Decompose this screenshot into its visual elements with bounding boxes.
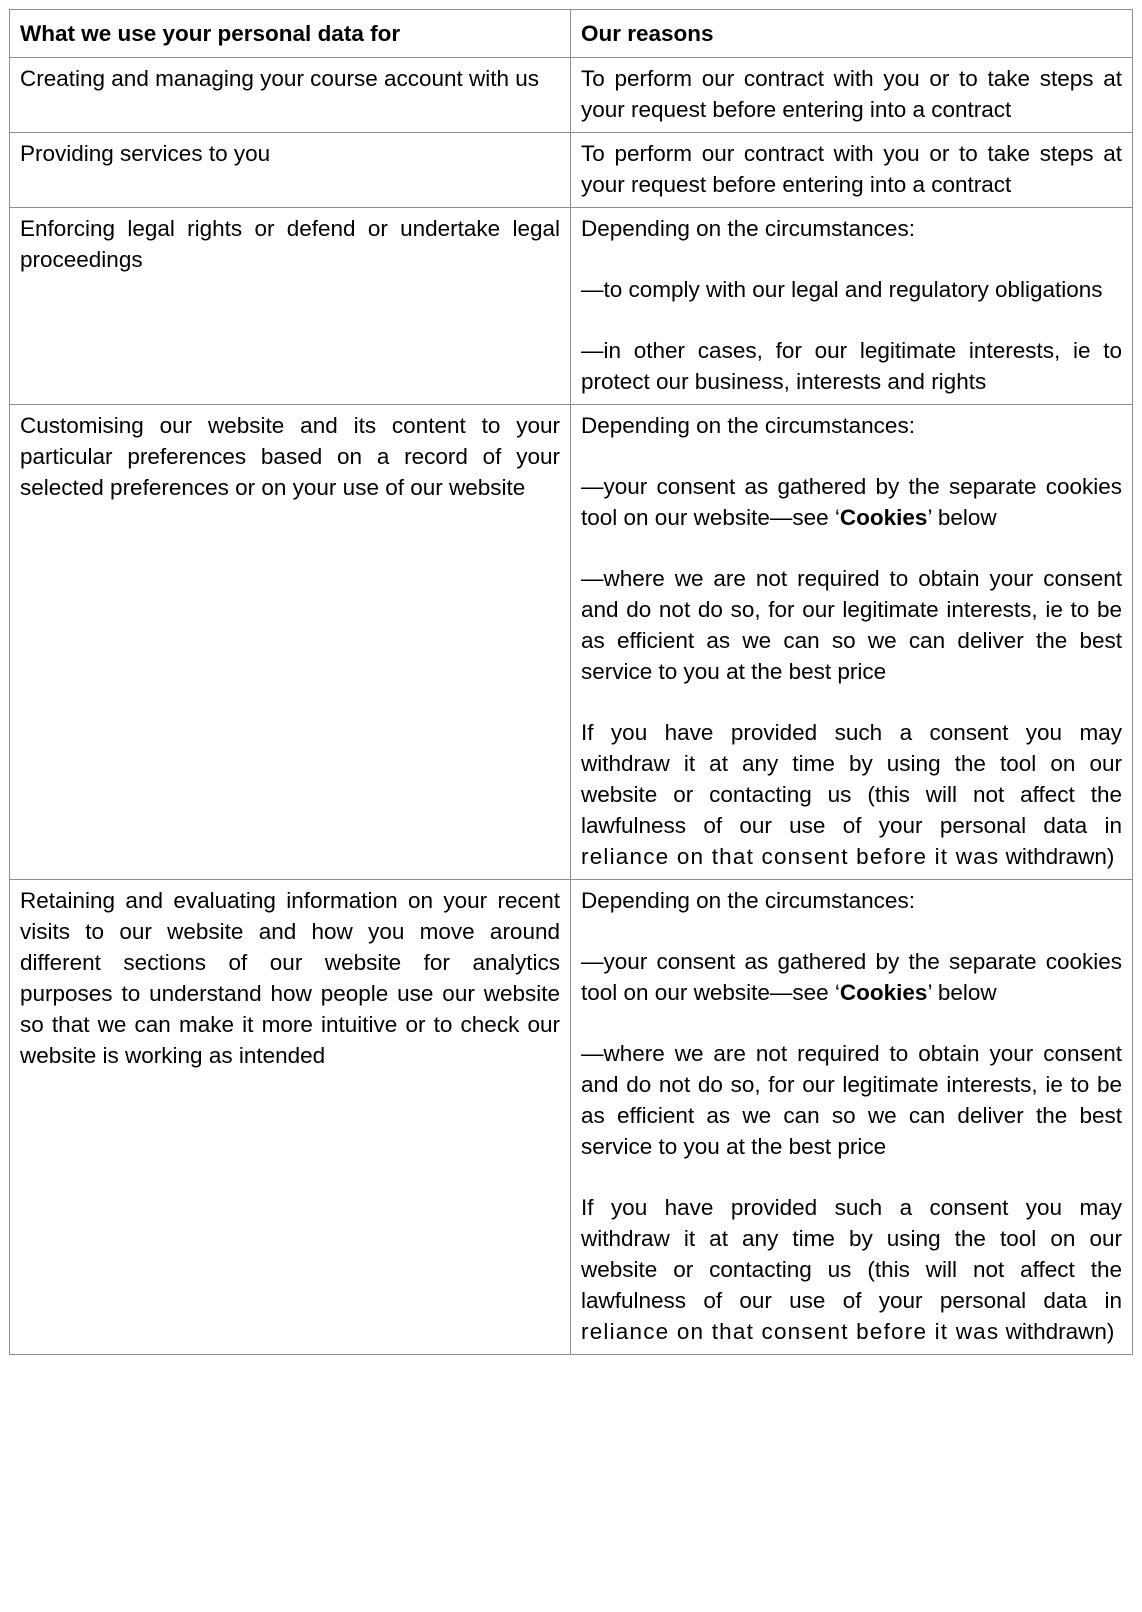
reasons-cell xyxy=(571,880,1133,1355)
data-use-table xyxy=(9,9,1133,1355)
reasons-cell xyxy=(571,58,1133,133)
cookies-reference: Cookies xyxy=(839,505,928,530)
purpose-cell: Creating and managing your course account with us xyxy=(10,58,571,133)
table-header-row xyxy=(10,10,1133,58)
reason-paragraph: To perform our contract with you or to take steps at your request before entering into a contract xyxy=(581,141,1122,197)
reason-paragraph: If you have provided such a consent you may withdraw it at any time by using the tool on our website or contacting us (this will not affect the lawfulness of our use of your personal data in reliance on that consent before it was withdrawn) xyxy=(581,1195,1122,1344)
table-row xyxy=(10,405,1133,880)
purpose-cell: Retaining and evaluating information on your recent visits to our website and how you move around different sections of our website for analytics purposes to understand how people use our website so that we can make it more intuitive or to check our website is working as intended xyxy=(10,880,571,1355)
cookies-reference: Cookies xyxy=(839,980,928,1005)
table-row xyxy=(10,58,1133,133)
reason-paragraph: Depending on the circumstances: xyxy=(581,413,915,438)
reason-paragraph: —your consent as gathered by the separate cookies tool on our website—see ‘Cookies’ below xyxy=(581,474,1122,530)
reason-paragraph: —your consent as gathered by the separate cookies tool on our website—see ‘Cookies’ below xyxy=(581,949,1122,1005)
table-row xyxy=(10,208,1133,405)
reasons-cell xyxy=(571,208,1133,405)
reasons-cell xyxy=(571,405,1133,880)
reason-paragraph: —in other cases, for our legitimate interests, ie to protect our business, interests and rights xyxy=(581,338,1122,394)
purpose-cell: Customising our website and its content to your particular preferences based on a record of your selected preferences or on your use of our website xyxy=(10,405,571,880)
column-header-purpose: What we use your personal data for xyxy=(10,10,571,58)
reason-paragraph: Depending on the circumstances: xyxy=(581,216,915,241)
table-row xyxy=(10,880,1133,1355)
reason-paragraph: —to comply with our legal and regulatory obligations xyxy=(581,277,1103,302)
reason-paragraph: To perform our contract with you or to take steps at your request before entering into a contract xyxy=(581,66,1122,122)
reason-paragraph: Depending on the circumstances: xyxy=(581,888,915,913)
reason-paragraph: —where we are not required to obtain your consent and do not do so, for our legitimate interests, ie to be as efficient as we can so we can deliver the best service to you at the best price xyxy=(581,566,1122,684)
reasons-cell xyxy=(571,133,1133,208)
table-row xyxy=(10,133,1133,208)
purpose-cell: Enforcing legal rights or defend or undertake legal proceedings xyxy=(10,208,571,405)
purpose-cell: Providing services to you xyxy=(10,133,571,208)
reason-paragraph: —where we are not required to obtain your consent and do not do so, for our legitimate interests, ie to be as efficient as we can so we can deliver the best service to you at the best price xyxy=(581,1041,1122,1159)
reason-paragraph: If you have provided such a consent you may withdraw it at any time by using the tool on our website or contacting us (this will not affect the lawfulness of our use of your personal data in reliance on that consent before it was withdrawn) xyxy=(581,720,1122,869)
column-header-reasons: Our reasons xyxy=(571,10,1133,58)
